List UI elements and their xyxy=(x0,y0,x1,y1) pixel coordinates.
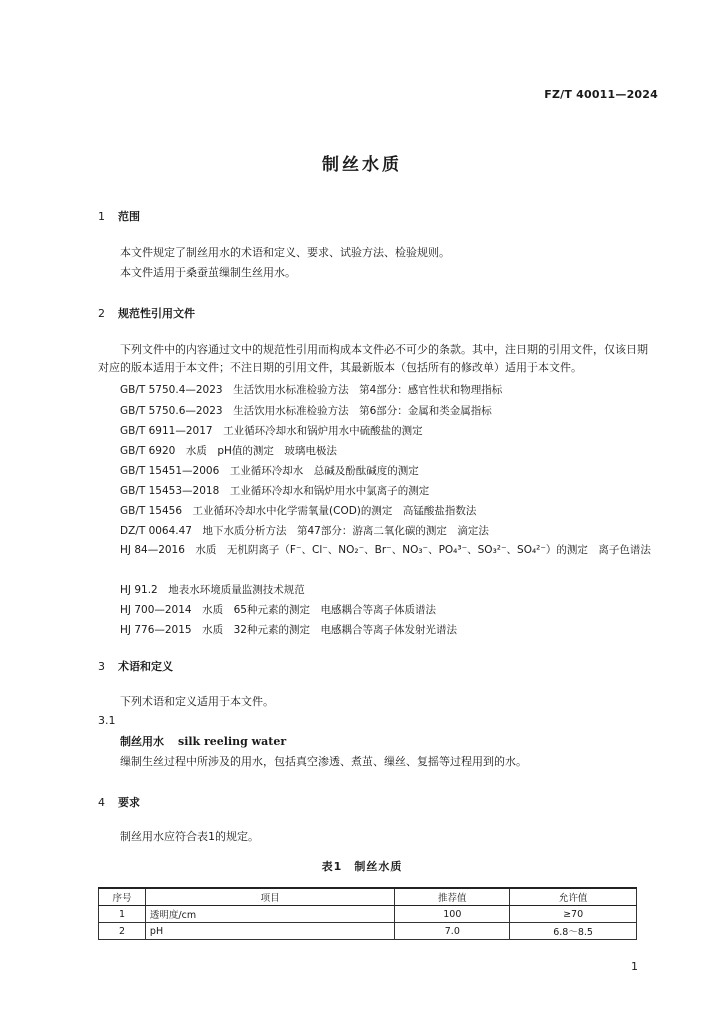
term-number: 3.1 xyxy=(98,714,116,727)
section-4-heading xyxy=(98,794,140,810)
reference-item: GB/T 15453—2018 工业循环冷却水和锅炉用水中氯离子的测定 xyxy=(120,485,430,497)
water-quality-table xyxy=(98,887,637,940)
reference-item: HJ 700—2014 水质 65种元素的测定 电感耦合等离子体质谱法 xyxy=(120,604,436,616)
document-title: 制丝水质 xyxy=(322,155,402,175)
cell-item: 透明度/cm xyxy=(145,906,395,923)
section-2-title: 规范性引用文件 xyxy=(118,307,195,320)
section-2-number: 2 xyxy=(98,307,105,320)
header-recommended: 推荐值 xyxy=(395,888,510,906)
cell-serial: 2 xyxy=(99,923,146,940)
table-title: 表1 制丝水质 xyxy=(321,860,403,873)
references-intro: 下列文件中的内容通过文中的规范性引用而构成本文件必不可少的条款。其中，注日期的引用文件，仅该日期对应的版本适用于本文件；不注日期的引用文件，其最新版本（包括所有的修改单）适用于本文件。 xyxy=(98,343,648,374)
section-1-title: 范围 xyxy=(118,210,140,223)
reference-item: HJ 84—2016 水质 无机阴离子（F⁻、Cl⁻、NO₂⁻、Br⁻、NO₃⁻、PO₄³⁻、SO₃²⁻、SO₄²⁻）的测定 离子色谱法 xyxy=(120,544,651,556)
reference-item: GB/T 15456 工业循环冷却水中化学需氧量(COD)的测定 高锰酸盐指数法 xyxy=(120,505,477,517)
cell-allowed: ≥70 xyxy=(510,906,637,923)
cell-recommended: 7.0 xyxy=(395,923,510,940)
scope-paragraph-1: 本文件规定了制丝用水的术语和定义、要求、试验方法、检验规则。 xyxy=(120,246,450,259)
term-chinese: 制丝用水 xyxy=(120,735,164,748)
section-1-number: 1 xyxy=(98,210,105,223)
header-item: 项目 xyxy=(145,888,395,906)
terms-intro: 下列术语和定义适用于本文件。 xyxy=(120,695,274,708)
cell-item: pH xyxy=(145,923,395,940)
section-3-number: 3 xyxy=(98,660,105,673)
reference-item: GB/T 5750.6—2023 生活饮用水标准检验方法 第6部分：金属和类金属指标 xyxy=(120,405,492,417)
section-2-heading xyxy=(98,305,195,321)
reference-item: GB/T 6920 水质 pH值的测定 玻璃电极法 xyxy=(120,445,337,457)
section-3-title: 术语和定义 xyxy=(118,660,173,673)
table-row xyxy=(99,923,637,940)
term-definition: 缫制生丝过程中所涉及的用水，包括真空渗透、煮茧、缫丝、复摇等过程用到的水。 xyxy=(120,755,527,768)
reference-item: HJ 91.2 地表水环境质量监测技术规范 xyxy=(120,584,305,596)
reference-item: HJ 776—2015 水质 32种元素的测定 电感耦合等离子体发射光谱法 xyxy=(120,624,457,636)
cell-allowed: 6.8～8.5 xyxy=(510,923,637,940)
cell-recommended: 100 xyxy=(395,906,510,923)
section-4-title: 要求 xyxy=(118,796,140,809)
reference-item: DZ/T 0064.47 地下水质分析方法 第47部分：游离二氧化碳的测定 滴定法 xyxy=(120,525,489,537)
scope-paragraph-2: 本文件适用于桑蚕茧缫制生丝用水。 xyxy=(120,266,296,279)
reference-item: GB/T 15451—2006 工业循环冷却水 总碱及酚酞碱度的测定 xyxy=(120,465,419,477)
term-english: silk reeling water xyxy=(178,735,287,748)
page-number: 1 xyxy=(631,960,638,973)
standard-code: FZ/T 40011—2024 xyxy=(544,88,658,101)
header-serial: 序号 xyxy=(99,888,146,906)
section-3-heading xyxy=(98,658,173,674)
section-1-heading xyxy=(98,208,140,224)
table-header-row xyxy=(99,888,637,906)
term-entry xyxy=(120,733,286,749)
table-row xyxy=(99,906,637,923)
section-4-number: 4 xyxy=(98,796,105,809)
cell-serial: 1 xyxy=(99,906,146,923)
reference-item: GB/T 5750.4—2023 生活饮用水标准检验方法 第4部分：感官性状和物理指标 xyxy=(120,384,503,396)
header-allowed: 允许值 xyxy=(510,888,637,906)
requirements-intro: 制丝用水应符合表1的规定。 xyxy=(120,830,259,843)
reference-item: GB/T 6911—2017 工业循环冷却水和锅炉用水中硫酸盐的测定 xyxy=(120,425,423,437)
